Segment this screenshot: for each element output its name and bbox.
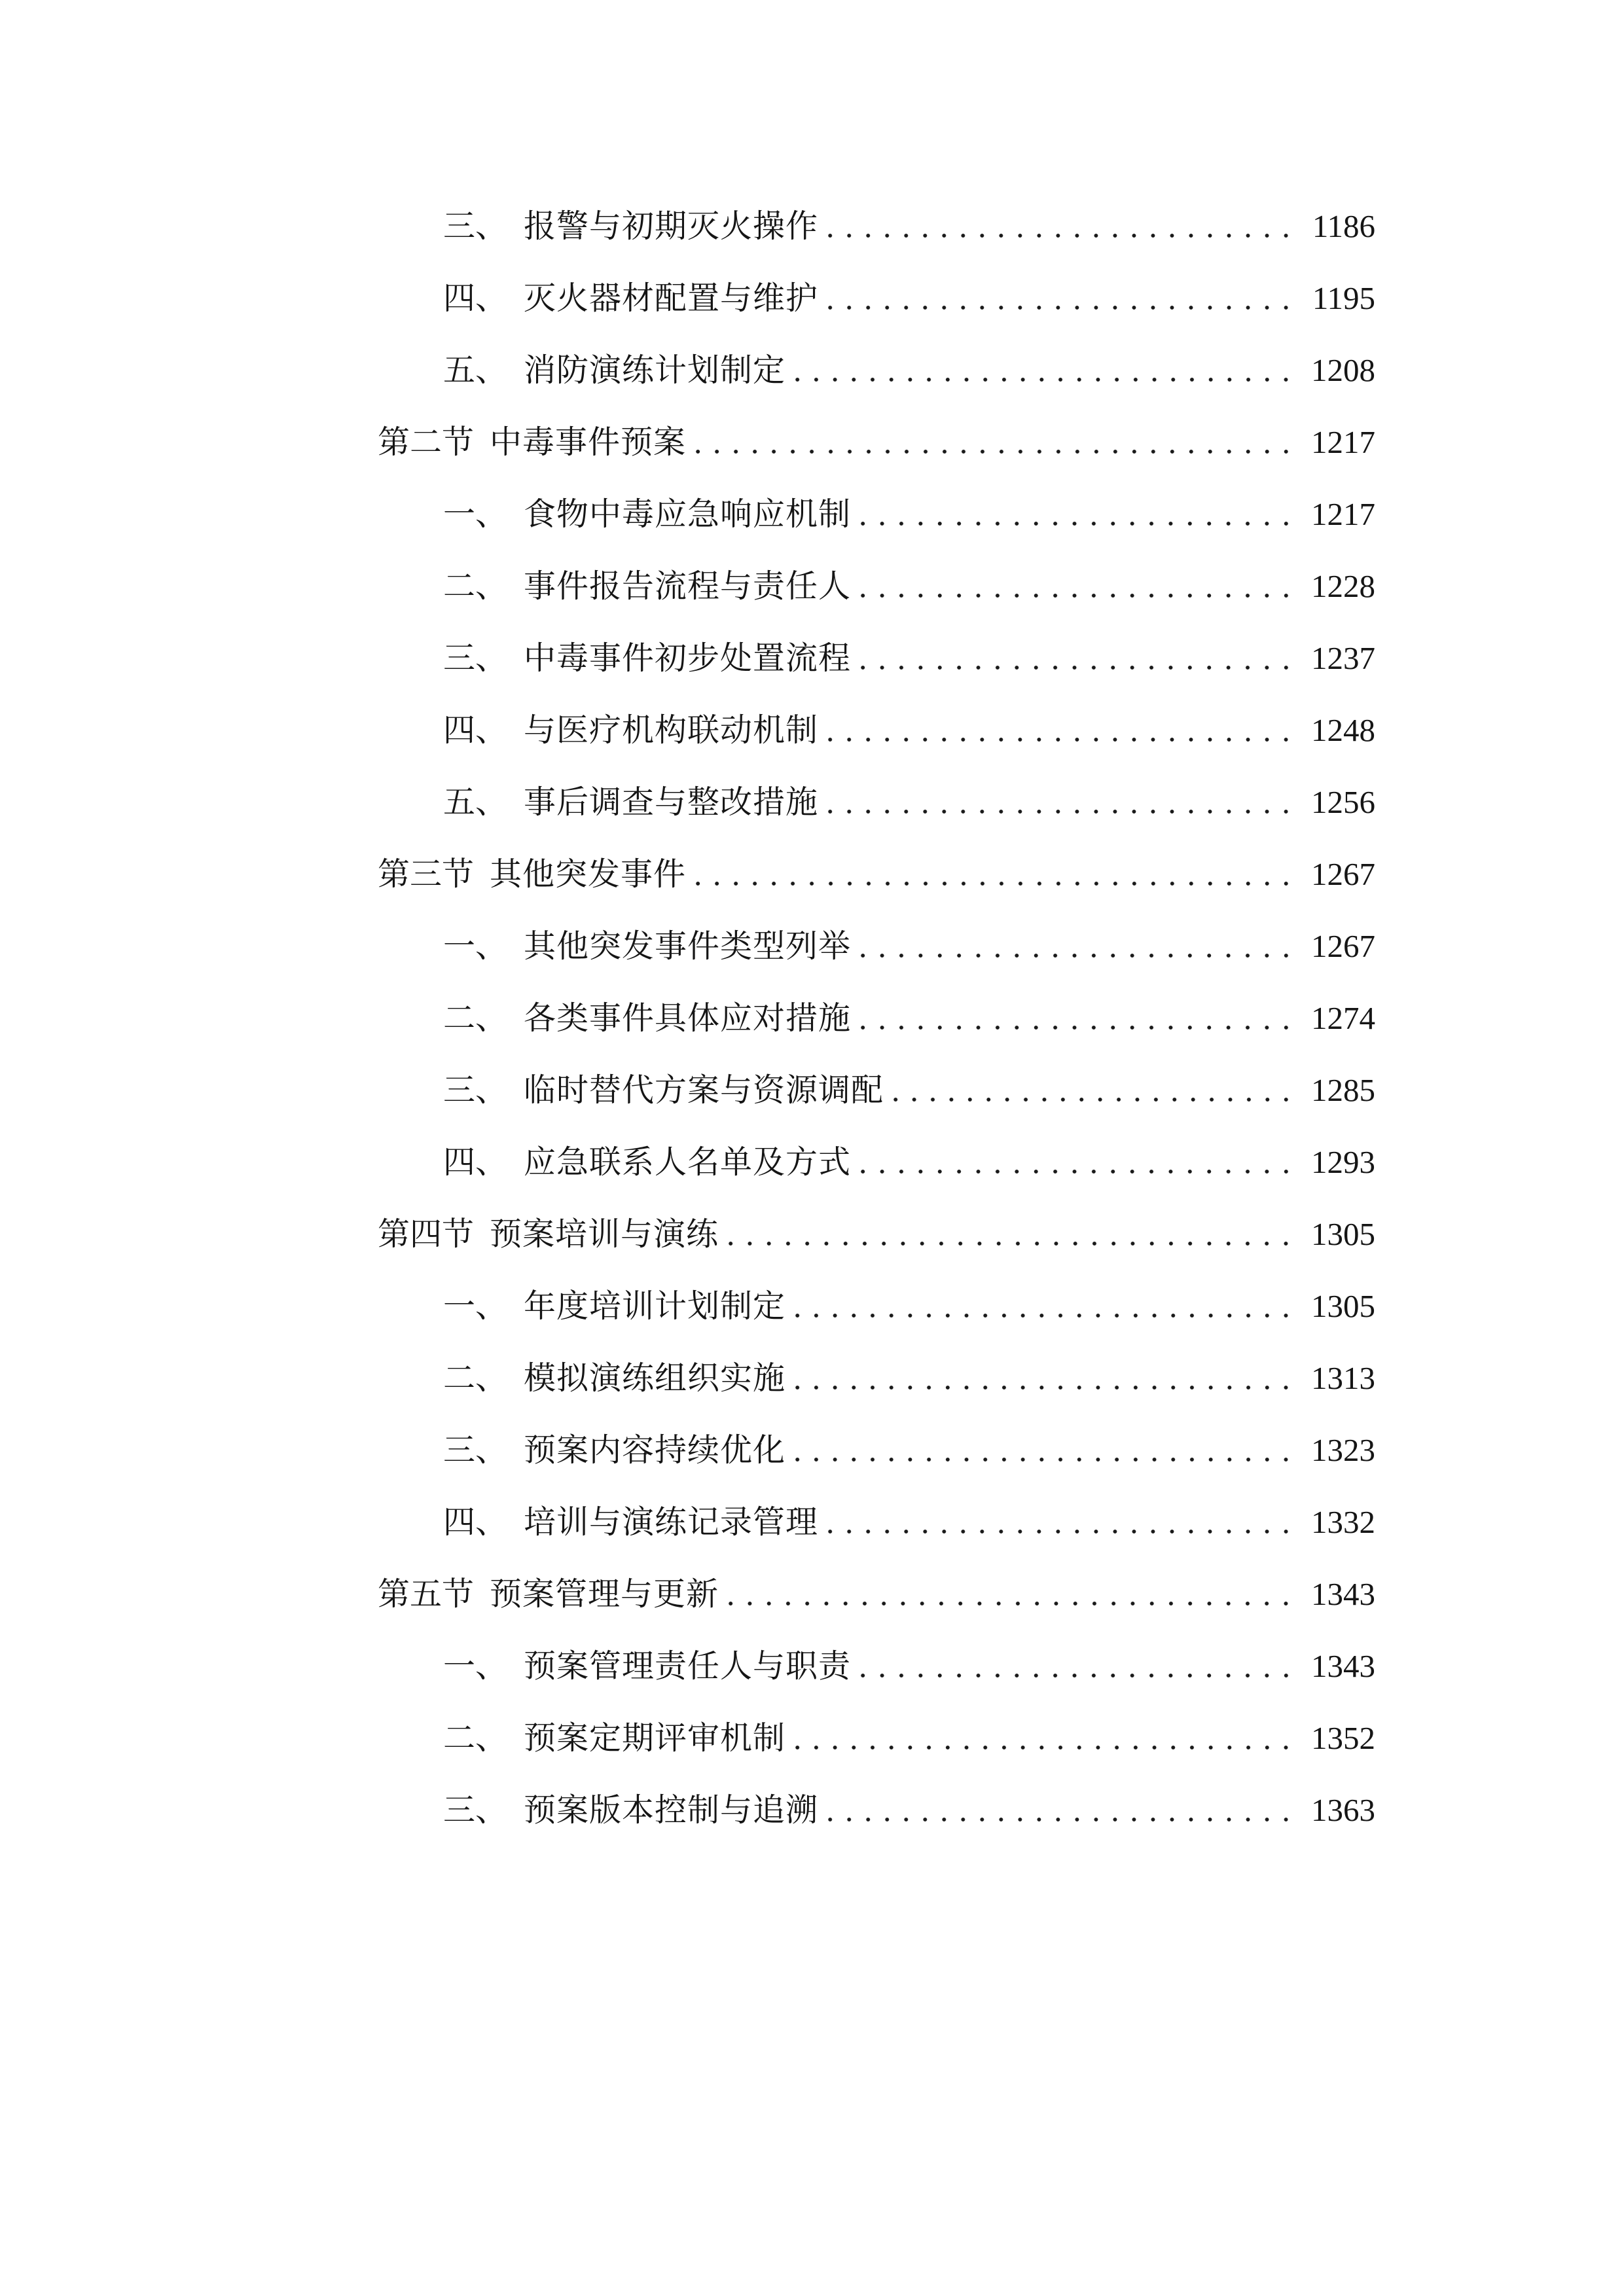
toc-section-page: 1217: [1311, 424, 1375, 460]
toc-section-heading: [378, 838, 1375, 910]
toc-entry-number: 二、: [443, 1720, 508, 1756]
toc-entry-number: 四、: [443, 712, 508, 748]
toc-entry-page: 1267: [1311, 928, 1375, 964]
toc-entry-title: 预案内容持续优化: [524, 1432, 786, 1468]
toc-entry-number: 一、: [443, 1648, 508, 1684]
toc-entry: [378, 1342, 1375, 1414]
toc-entry-title: 预案定期评审机制: [524, 1720, 786, 1756]
toc-section-page: 1343: [1311, 1576, 1375, 1612]
toc-entry-title: 事后调查与整改措施: [524, 784, 819, 820]
toc-entry-number: 二、: [443, 568, 508, 604]
table-of-contents: [378, 190, 1375, 1846]
toc-entry-number: 四、: [443, 1504, 508, 1540]
toc-entry-title: 与医疗机构联动机制: [524, 712, 819, 748]
toc-section: [378, 1198, 1375, 1558]
toc-entry: [378, 1702, 1375, 1774]
toc-entry-title: 事件报告流程与责任人: [524, 568, 852, 604]
dot-leader: [854, 550, 1295, 622]
toc-entry: [378, 550, 1375, 622]
toc-entry-number: 三、: [443, 1432, 508, 1468]
toc-entry: [378, 478, 1375, 550]
toc-entry-page: 1217: [1311, 496, 1375, 532]
toc-entry-page: 1363: [1311, 1792, 1375, 1828]
toc-entry-number: 四、: [443, 1144, 508, 1180]
toc-entry-title: 中毒事件初步处置流程: [524, 640, 852, 676]
toc-section: [378, 406, 1375, 838]
dot-leader: [721, 1558, 1295, 1630]
toc-entry-title: 培训与演练记录管理: [524, 1504, 819, 1540]
dot-leader: [788, 1270, 1295, 1342]
toc-entry: [378, 910, 1375, 982]
toc-entry-number: 三、: [443, 1792, 508, 1828]
toc-entry: [378, 190, 1375, 262]
toc-entry-page: 1305: [1311, 1288, 1375, 1324]
toc-entry: [378, 1270, 1375, 1342]
toc-section-number: 第二节: [378, 424, 475, 460]
dot-leader: [821, 766, 1295, 838]
toc-entry-page: 1256: [1311, 784, 1375, 820]
toc-entry: [378, 1774, 1375, 1846]
toc-entry: [378, 694, 1375, 766]
toc-entry-number: 五、: [443, 784, 508, 820]
dot-leader: [788, 1414, 1295, 1486]
toc-entry-page: 1248: [1311, 712, 1375, 748]
toc-section: [378, 1558, 1375, 1846]
dot-leader: [821, 1486, 1295, 1558]
toc-entry: [378, 766, 1375, 838]
toc-entry-page: 1195: [1312, 280, 1375, 316]
toc-entry-title: 灭火器材配置与维护: [524, 280, 819, 316]
toc-entry-page: 1313: [1311, 1360, 1375, 1396]
dot-leader: [854, 1126, 1295, 1198]
dot-leader: [689, 406, 1295, 478]
toc-entry: [378, 1126, 1375, 1198]
toc-entry-title: 消防演练计划制定: [524, 352, 786, 388]
toc-entry-number: 四、: [443, 280, 508, 316]
toc-section-heading: [378, 1198, 1375, 1270]
toc-entry-number: 三、: [443, 640, 508, 676]
toc-section-title: 预案培训与演练: [490, 1216, 719, 1252]
dot-leader: [821, 190, 1295, 262]
toc-entry-number: 一、: [443, 928, 508, 964]
toc-entry-number: 五、: [443, 352, 508, 388]
toc-entry-page: 1237: [1311, 640, 1375, 676]
toc-section: [378, 838, 1375, 1198]
dot-leader: [854, 478, 1295, 550]
dot-leader: [854, 910, 1295, 982]
toc-section-page: 1305: [1311, 1216, 1375, 1252]
toc-section-heading: [378, 406, 1375, 478]
dot-leader: [854, 1630, 1295, 1702]
toc-entry-number: 一、: [443, 496, 508, 532]
toc-entry-title: 报警与初期灭火操作: [524, 208, 819, 244]
toc-entry-title: 预案管理责任人与职责: [524, 1648, 852, 1684]
toc-entry-title: 各类事件具体应对措施: [524, 1000, 852, 1036]
toc-entry: [378, 334, 1375, 406]
toc-entry-title: 模拟演练组织实施: [524, 1360, 786, 1396]
toc-section-page: 1267: [1311, 856, 1375, 892]
dot-leader: [788, 334, 1295, 406]
toc-section-heading: [378, 1558, 1375, 1630]
toc-entry-page: 1323: [1311, 1432, 1375, 1468]
toc-entry: [378, 262, 1375, 334]
toc-entry-page: 1186: [1312, 208, 1375, 244]
dot-leader: [854, 982, 1295, 1054]
toc-entry-page: 1293: [1311, 1144, 1375, 1180]
toc-entry-number: 三、: [443, 1072, 508, 1108]
toc-section-number: 第三节: [378, 856, 475, 892]
dot-leader: [721, 1198, 1295, 1270]
toc-entry: [378, 1486, 1375, 1558]
dot-leader: [821, 694, 1295, 766]
toc-entry-title: 年度培训计划制定: [524, 1288, 786, 1324]
dot-leader: [821, 1774, 1295, 1846]
toc-section-title: 中毒事件预案: [490, 424, 687, 460]
toc-section-title: 预案管理与更新: [490, 1576, 719, 1612]
toc-entry-number: 一、: [443, 1288, 508, 1324]
toc-entry-page: 1352: [1311, 1720, 1375, 1756]
toc-entry-page: 1274: [1311, 1000, 1375, 1036]
toc-entry-title: 预案版本控制与追溯: [524, 1792, 819, 1828]
toc-entry-number: 二、: [443, 1000, 508, 1036]
toc-entry-page: 1285: [1311, 1072, 1375, 1108]
toc-entry: [378, 1054, 1375, 1126]
dot-leader: [689, 838, 1295, 910]
toc-entry-title: 临时替代方案与资源调配: [524, 1072, 884, 1108]
dot-leader: [886, 1054, 1295, 1126]
toc-entry-title: 应急联系人名单及方式: [524, 1144, 852, 1180]
toc-entry-number: 二、: [443, 1360, 508, 1396]
toc-entry-page: 1208: [1311, 352, 1375, 388]
toc-entry-number: 三、: [443, 208, 508, 244]
dot-leader: [821, 262, 1295, 334]
toc-section-number: 第四节: [378, 1216, 475, 1252]
toc-continued-items: [378, 190, 1375, 406]
toc-entry: [378, 622, 1375, 694]
toc-entry-title: 食物中毒应急响应机制: [524, 496, 852, 532]
toc-entry-page: 1343: [1311, 1648, 1375, 1684]
toc-entry: [378, 1630, 1375, 1702]
toc-entry-page: 1332: [1311, 1504, 1375, 1540]
toc-entry: [378, 1414, 1375, 1486]
toc-section-number: 第五节: [378, 1576, 475, 1612]
toc-entry-title: 其他突发事件类型列举: [524, 928, 852, 964]
toc-entry-page: 1228: [1311, 568, 1375, 604]
toc-entry: [378, 982, 1375, 1054]
dot-leader: [854, 622, 1295, 694]
toc-section-title: 其他突发事件: [490, 856, 687, 892]
dot-leader: [788, 1342, 1295, 1414]
dot-leader: [788, 1702, 1295, 1774]
